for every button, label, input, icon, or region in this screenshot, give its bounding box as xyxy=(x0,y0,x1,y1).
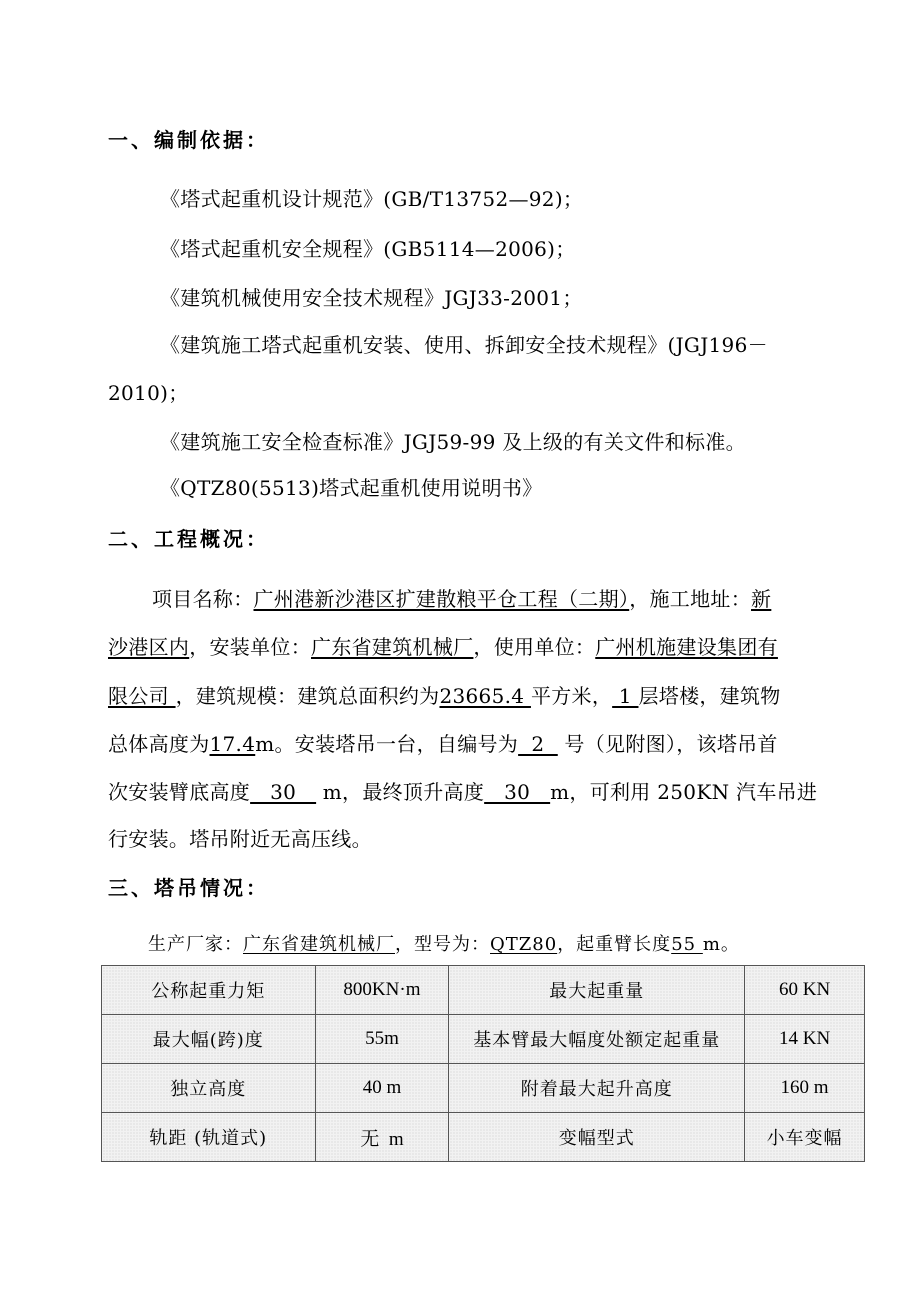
overview-line-5 xyxy=(108,776,817,805)
project-name: 广州港新沙港区扩建散粮平仓工程（二期） xyxy=(253,587,630,611)
section-3-title: 三、塔吊情况： xyxy=(108,876,269,900)
crane-number: 2 xyxy=(518,732,558,756)
spec-label: 附着最大起升高度 xyxy=(449,1064,745,1113)
manufacturer-line xyxy=(148,930,740,956)
section-1-title: 一、编制依据： xyxy=(108,128,269,152)
spec-value: 160 m xyxy=(745,1064,865,1113)
final-height: 30 xyxy=(484,780,551,804)
spec-value: 40 m xyxy=(315,1064,449,1113)
label-installer: ，安装单位： xyxy=(189,635,312,659)
table-row xyxy=(102,966,865,1015)
label-model: ，型号为： xyxy=(395,934,490,955)
spec-label: 变幅型式 xyxy=(449,1113,745,1162)
overview-line-3 xyxy=(108,680,781,709)
label-site: ，施工地址： xyxy=(629,587,752,611)
label-initial-height: 次安装臂底高度 xyxy=(108,780,251,804)
site-address: 新 xyxy=(751,587,772,611)
label-height: 总体高度为 xyxy=(108,732,210,756)
label-area: ，建筑规模：建筑总面积约为 xyxy=(175,684,440,708)
label-user: ，使用单位： xyxy=(473,635,596,659)
table-row xyxy=(102,1015,865,1064)
user-unit-cont: 限公司 xyxy=(108,684,176,708)
label-boom-length: ，起重臂长度 xyxy=(557,934,672,955)
label-see-appendix: 号（见附图），该塔吊首 xyxy=(557,732,778,756)
label-final-height: m，最终顶升高度 xyxy=(316,780,485,804)
spec-label: 独立高度 xyxy=(102,1064,316,1113)
spec-value: 14 KN xyxy=(745,1015,865,1064)
building-height: 17.4 xyxy=(209,732,256,756)
spec-value: 55m xyxy=(315,1015,449,1064)
overview-line-6: 行安装。塔吊附近无高压线。 xyxy=(108,827,372,851)
spec-label: 最大起重量 xyxy=(449,966,745,1015)
basis-line-2: 《塔式起重机安全规程》(GB5114—2006)； xyxy=(160,237,576,261)
spec-value: 60 KN xyxy=(745,966,865,1015)
overview-line-2 xyxy=(108,631,778,660)
spec-label: 公称起重力矩 xyxy=(102,966,316,1015)
spec-label: 基本臂最大幅度处额定起重量 xyxy=(449,1015,745,1064)
user-unit: 广州机施建设集团有 xyxy=(595,635,778,659)
section-2-title: 二、工程概况： xyxy=(108,527,269,551)
basis-line-4: 《建筑施工塔式起重机安装、使用、拆卸安全技术规程》(JGJ196－ xyxy=(160,333,768,357)
label-truck-crane: m，可利用 250KN 汽车吊进 xyxy=(550,780,818,804)
unit-m: m。 xyxy=(702,934,740,955)
installer: 广东省建筑机械厂 xyxy=(311,635,474,659)
basis-line-6: 《QTZ80(5513)塔式起重机使用说明书》 xyxy=(160,476,543,500)
crane-model: QTZ80 xyxy=(490,934,558,955)
unit-sqm: 平方米， xyxy=(530,684,613,708)
spec-label: 轨距 (轨道式) xyxy=(102,1113,316,1162)
spec-value: 800KN·m xyxy=(315,966,449,1015)
manufacturer: 广东省建筑机械厂 xyxy=(243,934,395,955)
spec-value: 小车变幅 xyxy=(745,1113,865,1162)
basis-line-1: 《塔式起重机设计规范》(GB/T13752—92)； xyxy=(160,187,584,211)
overview-line-4 xyxy=(108,728,778,757)
site-address-cont: 沙港区内 xyxy=(108,635,190,659)
total-area: 23665.4 xyxy=(439,684,531,708)
overview-line-1 xyxy=(152,583,771,612)
basis-line-4-cont: 2010)； xyxy=(108,381,189,405)
table-row xyxy=(102,1113,865,1162)
label-manufacturer: 生产厂家： xyxy=(148,934,243,955)
table-row xyxy=(102,1064,865,1113)
boom-length: 55 xyxy=(671,934,703,955)
spec-label: 最大幅(跨)度 xyxy=(102,1015,316,1064)
spec-value: 无 m xyxy=(315,1113,449,1162)
label-project-name: 项目名称： xyxy=(152,587,254,611)
initial-height: 30 xyxy=(250,780,317,804)
crane-spec-table xyxy=(101,965,865,1162)
basis-line-3: 《建筑机械使用安全技术规程》JGJ33-2001； xyxy=(160,286,583,310)
label-floors: 层塔楼，建筑物 xyxy=(638,684,781,708)
floor-count: 1 xyxy=(612,684,639,708)
label-crane-no: m。安装塔吊一台，自编号为 xyxy=(255,732,519,756)
basis-line-5: 《建筑施工安全检查标准》JGJ59-99 及上级的有关文件和标准。 xyxy=(160,430,746,454)
